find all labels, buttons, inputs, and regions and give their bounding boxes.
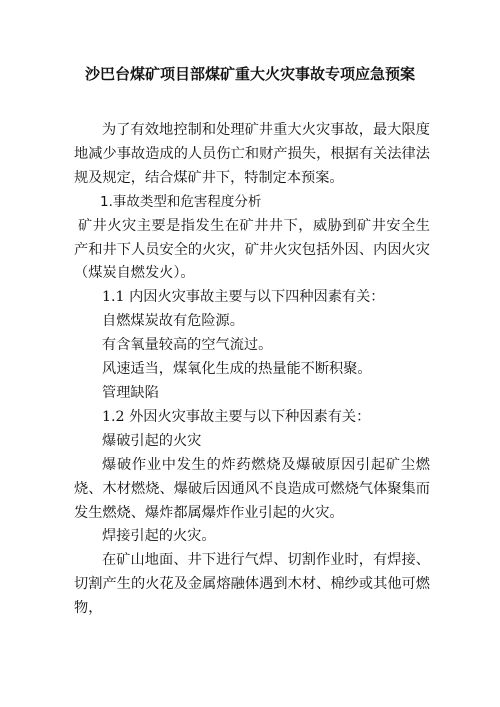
section-heading-1: 1.事故类型和危害程度分析 [100,193,262,210]
fire-definition-paragraph: 矿井火灾主要是指发生在矿井井下，威胁到矿井安全生产和井下人员安全的火灾，矿井火灾包括外因、内因火灾（煤炭自燃发火）。 [74,217,430,282]
internal-factor-4: 管理缺陷 [102,384,159,401]
intro-paragraph: 为了有效地控制和处理矿井重大火灾事故，最大限度地减少事故造成的人员伤亡和财产损失，根据有关法律法规及规定，结合煤矿井下，特制定本预案。 [74,122,430,186]
internal-factor-1: 自燃煤炭故有危险源。 [102,313,244,330]
document-title: 沙巴台煤矿项目部煤矿重大火灾事故专项应急预案 [84,65,415,83]
external-factor-welding: 焊接引起的火灾。 [102,528,216,545]
blasting-paragraph: 爆破作业中发生的炸药燃烧及爆破原因引起矿尘燃烧、木材燃烧、爆破后因通风不良造成可燃烧气体聚集而发生燃烧、爆炸都属爆炸作业引起的火灾。 [74,456,430,521]
internal-factor-2: 有含氧量较高的空气流过。 [102,337,273,354]
document-body [74,119,430,621]
external-factor-blasting: 爆破引起的火灾 [102,432,202,449]
internal-factor-3: 风速适当，煤氧化生成的热量能不断积聚。 [102,361,372,378]
welding-paragraph: 在矿山地面、井下进行气焊、切割作业时，有焊接、切割产生的火花及金属熔融体遇到木材、棉纱或其他可燃物， [74,552,430,617]
subsection-heading-1-1: 1.1 内因火灾事故主要与以下四种因素有关： [102,289,385,306]
subsection-heading-1-2: 1.2 外因火灾事故主要与以下种因素有关： [102,408,371,425]
